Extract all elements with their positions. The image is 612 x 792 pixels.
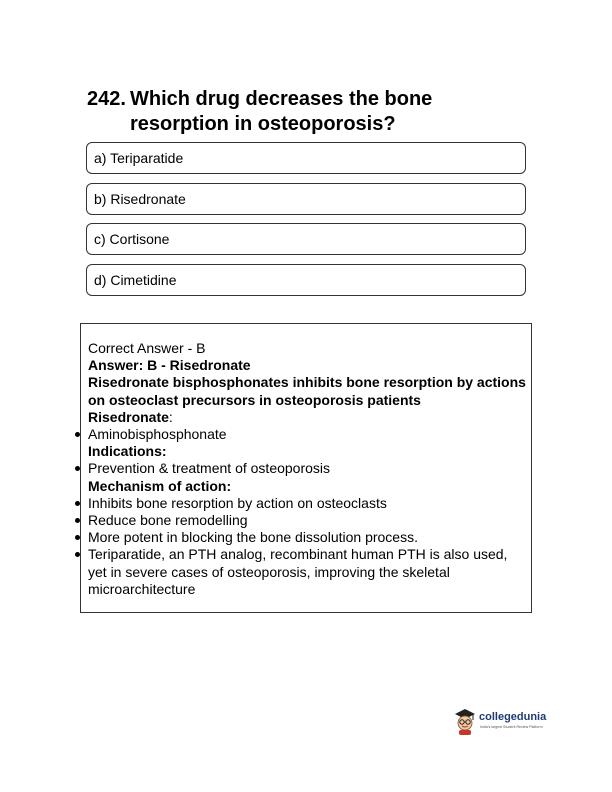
graduate-mascot-icon	[452, 706, 478, 736]
bullet-mechanism-1	[88, 495, 528, 512]
bullet-dot	[75, 552, 80, 557]
question-text: Which drug decreases the bone resorption in osteoporosis?	[130, 88, 433, 135]
drug-class: Aminobisphosphonate	[88, 426, 227, 443]
option-a[interactable]: a) Teriparatide	[86, 142, 526, 174]
bullet-dot	[75, 501, 80, 506]
mechanism-point: Teriparatide, an PTH analog, recombinant human PTH is also used, yet in severe cases of osteoporosis, improving the skeletal microarchitecture	[88, 546, 508, 597]
bullet-mechanism-4	[88, 546, 528, 598]
options-list	[86, 142, 526, 304]
brand-tagline: India's largest Student Review Platform	[480, 725, 543, 729]
mechanism-point: More potent in blocking the bone dissolution process.	[88, 529, 418, 546]
question	[87, 87, 527, 137]
mechanism-heading: Mechanism of action:	[88, 477, 232, 494]
bullet-mechanism-3	[88, 529, 528, 546]
bullet-dot	[75, 535, 80, 540]
collegedunia-logo	[452, 706, 562, 740]
bullet-indication	[88, 460, 528, 477]
bullet-mechanism-2	[88, 512, 528, 529]
mechanism-point: Inhibits bone resorption by action on osteoclasts	[88, 494, 387, 511]
explanation: Risedronate bisphosphonates inhibits bone resorption by actions on osteoclast precursors in osteoporosis patients	[88, 374, 526, 408]
answer-line: Answer: B - Risedronate	[88, 357, 251, 374]
bullet-drug-class	[88, 426, 528, 443]
option-d[interactable]: d) Cimetidine	[86, 264, 526, 296]
answer-content	[88, 340, 528, 598]
bullet-dot	[75, 518, 80, 523]
indication: Prevention & treatment of osteoporosis	[88, 460, 331, 477]
question-number: 242.	[87, 88, 126, 110]
indications-heading: Indications:	[88, 443, 167, 460]
drug-heading: Risedronate	[88, 408, 169, 425]
drug-heading-suffix: :	[168, 408, 173, 425]
brand-name: collegedunia	[479, 711, 547, 723]
option-b[interactable]: b) Risedronate	[86, 183, 526, 215]
answer-box	[80, 323, 532, 613]
bullet-dot	[75, 466, 80, 471]
bullet-dot	[75, 432, 80, 437]
correct-answer: Correct Answer - B	[88, 340, 206, 356]
drug-heading-line	[88, 409, 528, 426]
mechanism-point: Reduce bone remodelling	[88, 512, 248, 529]
option-c[interactable]: c) Cortisone	[86, 223, 526, 255]
